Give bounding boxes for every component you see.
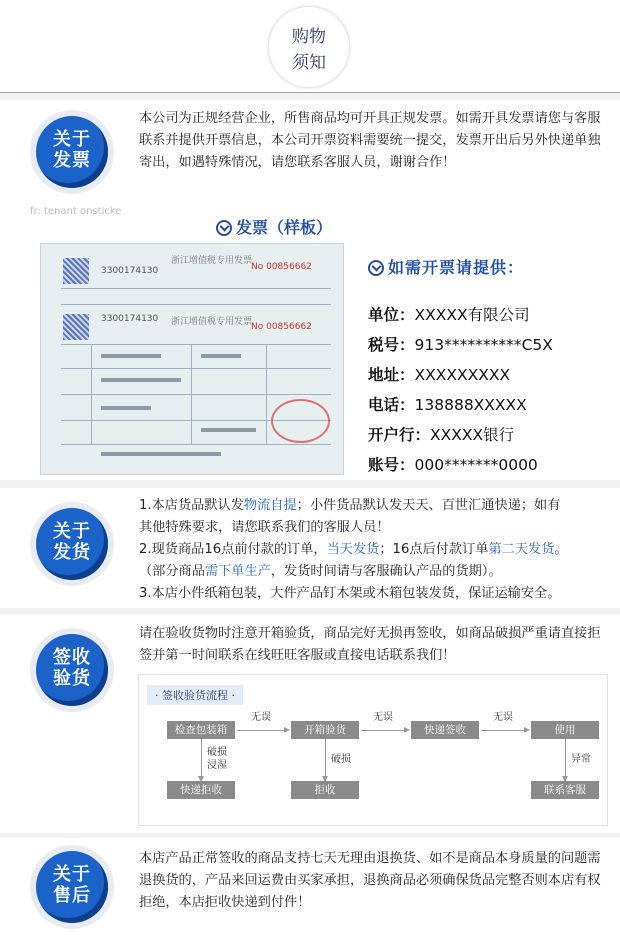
- arrow-right-icon: [481, 730, 529, 731]
- flow-ok-label: 无误: [373, 712, 393, 723]
- invoice-text: 本公司为正规经营企业，所售商品均可开具正规发票。如需开具发票请您与客服联系并提供开票信息，本公司开票资料需要统一提交，发票开出后另外快递单独寄出，如遇特殊情况，请您联系客服人员，谢谢合作！: [139, 111, 601, 170]
- watermark-text: fr: tenant onsticke: [30, 206, 122, 217]
- flow-ok-label: 无误: [493, 712, 513, 723]
- aftersale-text: 本店产品正常签收的商品支持七天无理由退换货、如不是商品本身质量的问题需退换货的，产品来回运费由买家承担，退换商品必须确保货品完整否则本店有权拒绝，本店拒收快递到付件！: [139, 851, 601, 910]
- flow-fail-label: 异常: [571, 754, 591, 765]
- qr-code-icon: [63, 314, 89, 340]
- badge-line2: 发货: [53, 542, 91, 563]
- shipping-text: 1.本店货品默认发物流自提；小件货品默认发天天、百世汇通快递；如有 其他特殊要求，请您联系我们的客服人员！ 2.现货商品16点前付款的订单，当天发货；16点后付款订单第二天发货。 （部分商品需下单生产，发货时间请与客服确认产品的货期）。 3.本店小件纸箱包装，大件产品钉木架或木箱包装发货，保证运输安全。: [139, 498, 568, 601]
- flow-step-check-package: 检查包装箱: [167, 721, 235, 739]
- invoice-sample-image: [40, 243, 344, 475]
- flowchart-tag: · 签收验货流程 ·: [147, 685, 243, 705]
- info-row-phone: 电话：138888XXXXX: [368, 396, 527, 414]
- info-row-account: 账号：000*******0000: [368, 456, 538, 474]
- receipt-badge: [30, 628, 114, 712]
- receipt-text: 请在验收货物时注意开箱验货，商品完好无损再签收，如商品破损严重请直接拒签并第一时间联系在线旺旺客服或直接电话联系我们！: [139, 626, 601, 663]
- flow-step-courier-reject: 快递拒收: [167, 781, 235, 799]
- flow-step-contact-service: 联系客服: [531, 781, 599, 799]
- badge-line2: 售后: [53, 885, 91, 906]
- flow-ok-label: 无误: [251, 712, 271, 723]
- invoice-heading-2: 浙江增值税专用发票: [171, 317, 253, 327]
- invoice-heading: 浙江增值税专用发票: [171, 256, 253, 266]
- badge-line2: 发票: [53, 150, 91, 171]
- info-row-company: 单位：XXXXX有限公司: [368, 306, 530, 324]
- highlight-next-day: 第二天发货: [488, 542, 555, 557]
- qr-code-icon: [63, 258, 89, 284]
- shipping-badge: [30, 502, 114, 586]
- header-title-line1: 购物: [292, 27, 326, 47]
- badge-line1: 关于: [53, 521, 91, 542]
- invoice-code: 3300174130: [101, 266, 159, 276]
- invoice-code-2: 3300174130: [101, 314, 159, 324]
- flow-step-use: 使用: [531, 721, 599, 739]
- invoice-sample-title: [216, 215, 332, 238]
- chevron-down-icon: [368, 260, 384, 276]
- arrow-right-icon: [237, 730, 289, 731]
- arrow-right-icon: [361, 730, 409, 731]
- invoice-number-2: No 00856662: [251, 322, 312, 332]
- flow-fail-label: 破损: [331, 754, 351, 765]
- flow-step-sign: 快递签收: [411, 721, 479, 739]
- receipt-flowchart: [138, 674, 608, 826]
- badge-line1: 关于: [53, 129, 91, 150]
- highlight-made-to-order: 需下单生产: [204, 564, 271, 579]
- chevron-down-icon: [216, 220, 232, 236]
- info-row-address: 地址：XXXXXXXXX: [368, 366, 511, 384]
- badge-line2: 验货: [53, 668, 91, 689]
- info-row-bank: 开户行：XXXXX银行: [368, 426, 515, 444]
- badge-line1: 签收: [53, 647, 91, 668]
- flow-step-open-inspect: 开箱验货: [291, 721, 359, 739]
- header-badge: [268, 6, 350, 88]
- invoice-info-title-text: 如需开票请提供：: [388, 258, 525, 277]
- flow-fail-label: 破损 浸湿: [207, 747, 227, 771]
- highlight-self-pickup: 物流自提: [243, 498, 297, 513]
- header-title-line2: 须知: [292, 53, 326, 73]
- invoice-sample-title-text: 发票（样板）: [236, 218, 333, 237]
- header-divider: [0, 92, 620, 93]
- arrow-down-icon: [565, 739, 566, 781]
- aftersale-badge: [30, 845, 114, 929]
- invoice-stamp: [271, 399, 330, 443]
- info-row-tax-id: 税号：913**********C5X: [368, 336, 553, 354]
- invoice-badge: [30, 110, 114, 194]
- arrow-down-icon: [201, 739, 202, 781]
- arrow-down-icon: [325, 739, 326, 781]
- badge-line1: 关于: [53, 864, 91, 885]
- invoice-number: No 00856662: [251, 262, 312, 272]
- invoice-info-title: [368, 255, 524, 278]
- highlight-same-day: 当天发货: [326, 542, 380, 557]
- flow-step-reject: 拒收: [291, 781, 359, 799]
